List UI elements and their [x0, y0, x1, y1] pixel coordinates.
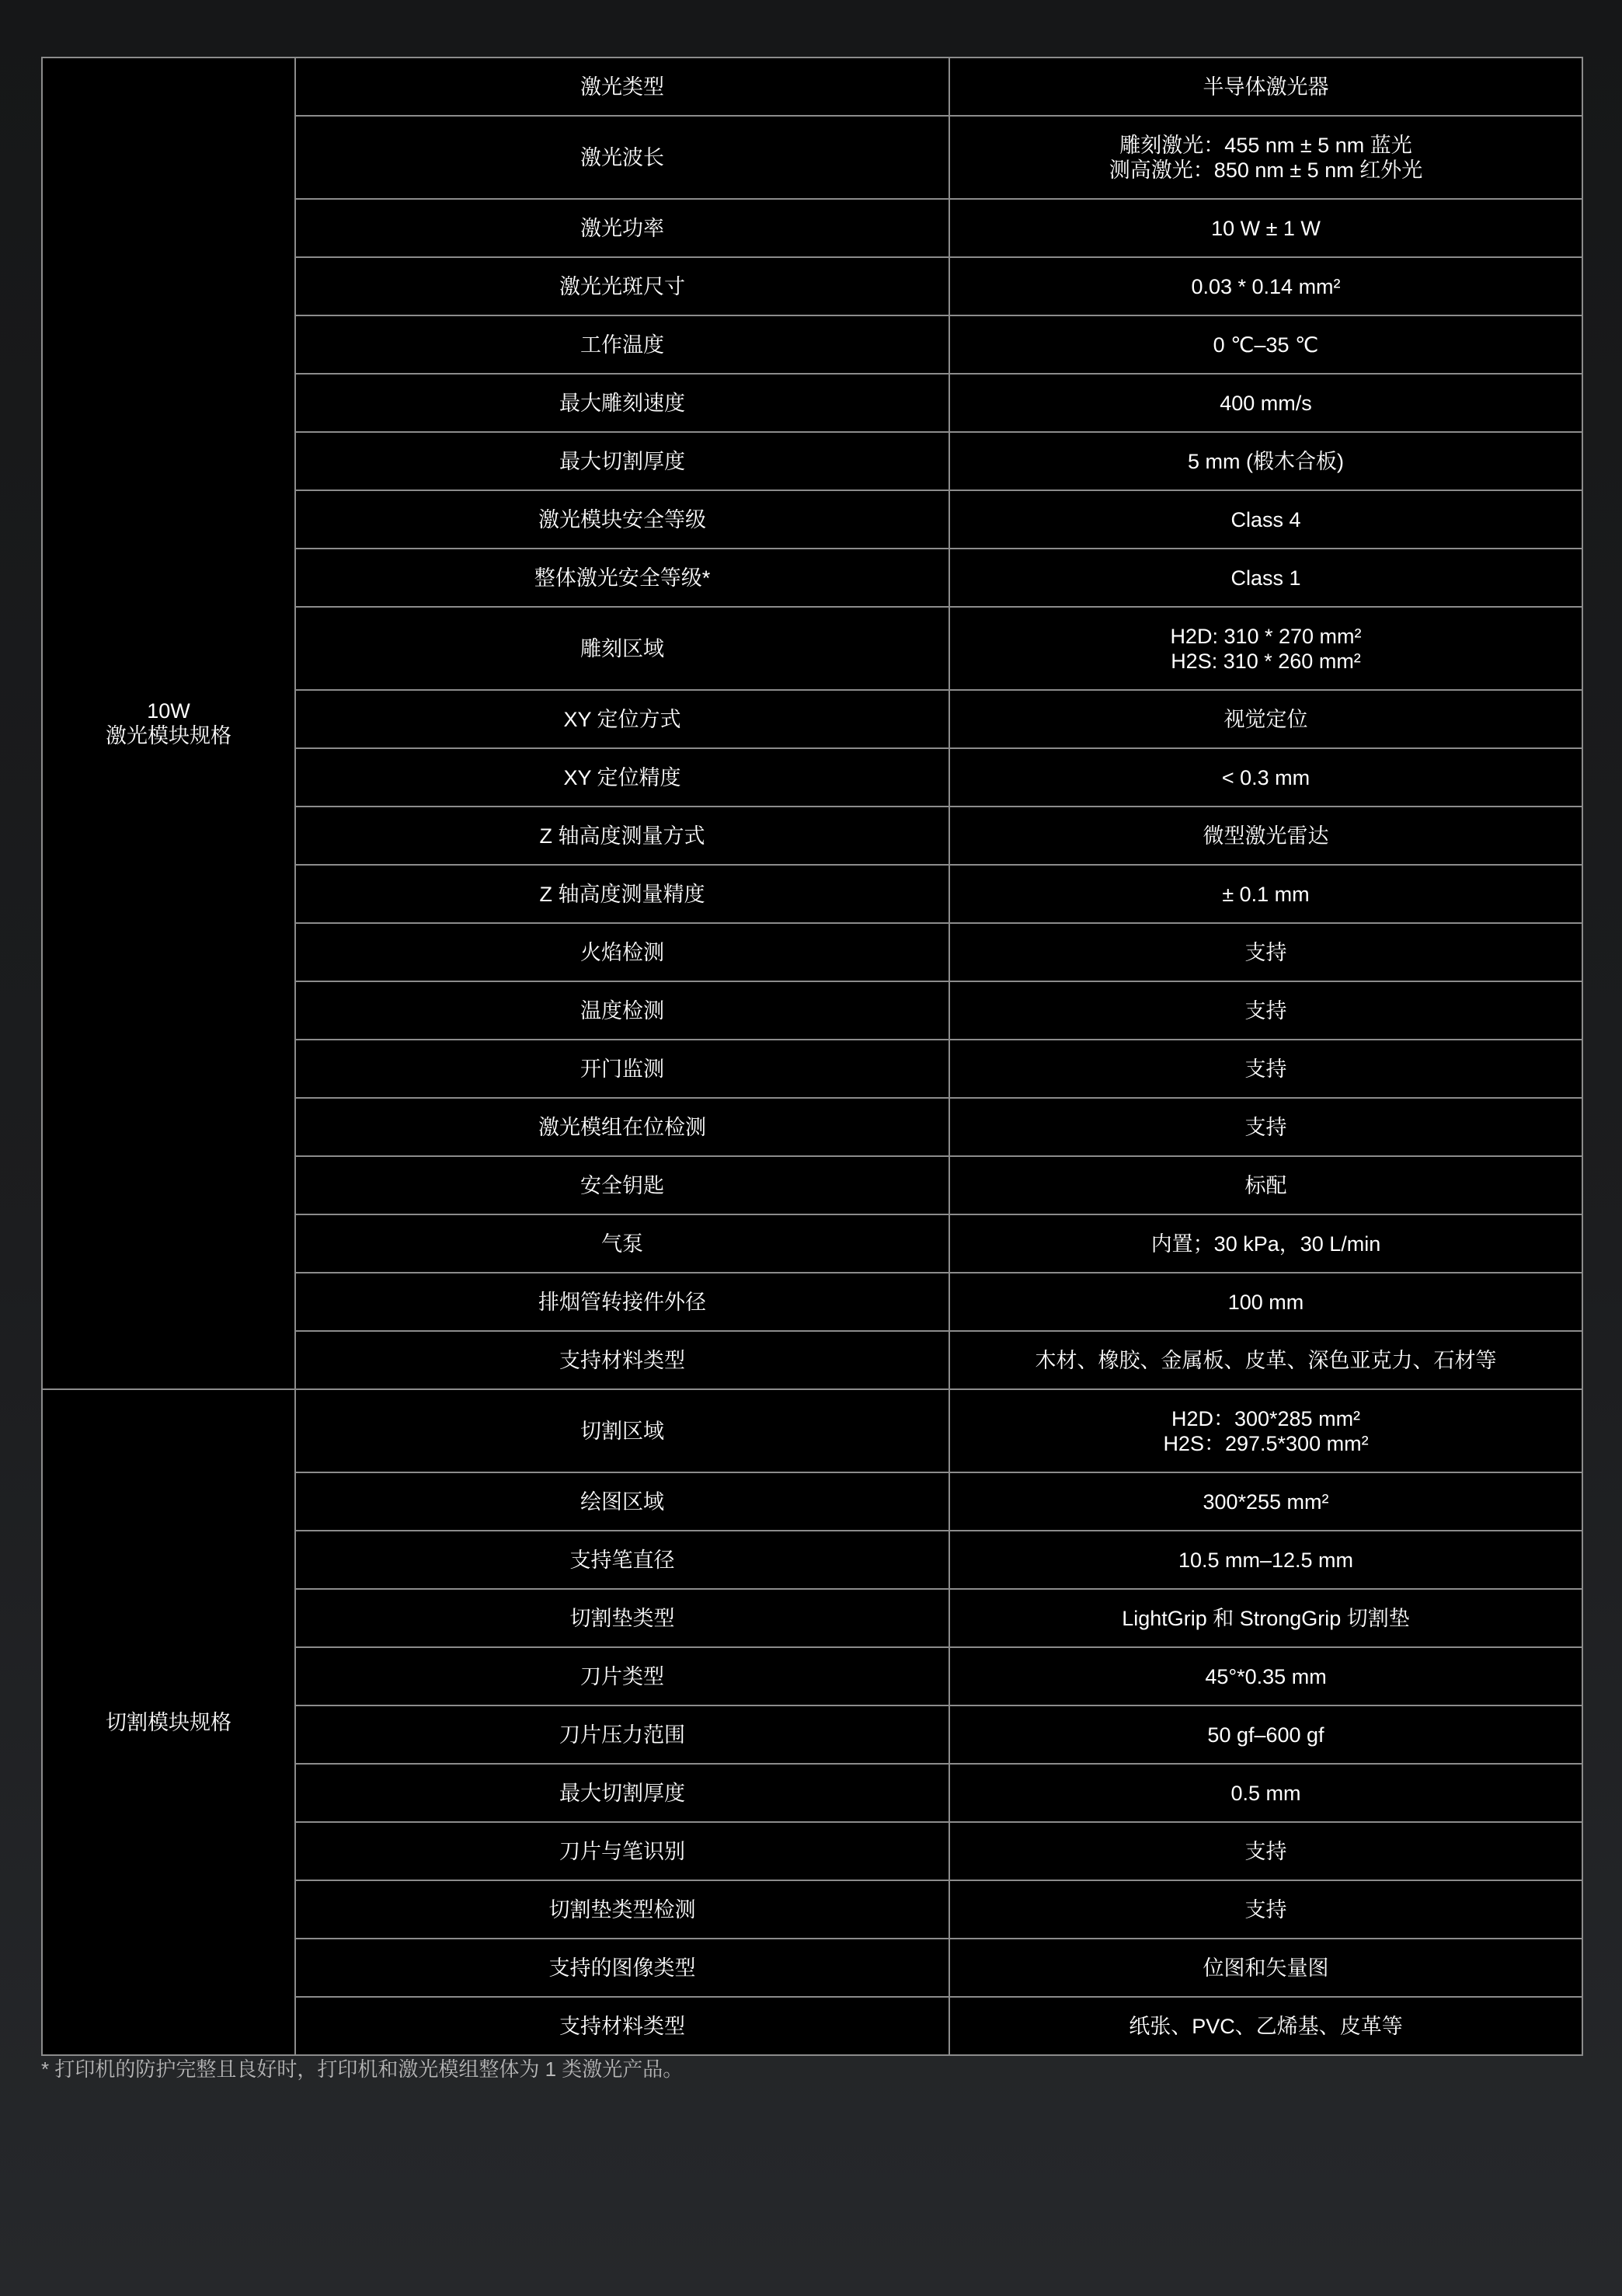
spec-value	[949, 257, 1582, 315]
spec-label: 工作温度	[295, 315, 949, 374]
spec-value	[949, 1040, 1582, 1098]
spec-label: 最大切割厚度	[295, 1764, 949, 1822]
spec-value	[949, 923, 1582, 981]
spec-label: 激光光斑尺寸	[295, 257, 949, 315]
spec-label: 气泵	[295, 1214, 949, 1273]
spec-value	[949, 1273, 1582, 1331]
spec-label: 排烟管转接件外径	[295, 1273, 949, 1331]
spec-label: 切割垫类型	[295, 1589, 949, 1647]
spec-value	[949, 1156, 1582, 1214]
spec-label: Z 轴高度测量方式	[295, 807, 949, 865]
spec-label: 支持材料类型	[295, 1997, 949, 2055]
spec-value-line: 10.5 mm–12.5 mm	[1178, 1548, 1354, 1572]
spec-value-line: H2S：297.5*300 mm²	[1163, 1431, 1369, 1455]
spec-value-line: H2S: 310 * 260 mm²	[1171, 649, 1361, 673]
section-title-line: 10W	[147, 699, 190, 723]
spec-value-line: 0.5 mm	[1230, 1781, 1301, 1805]
spec-value-line: 100 mm	[1227, 1290, 1304, 1314]
spec-value-line: Class 1	[1230, 566, 1301, 590]
spec-value-line: 视觉定位	[1223, 707, 1308, 731]
spec-label: 激光类型	[295, 57, 949, 116]
table-row	[42, 1389, 1582, 1472]
spec-value	[949, 374, 1582, 432]
spec-value-line: 45°*0.35 mm	[1205, 1664, 1327, 1688]
spec-value-line: 支持	[1244, 1115, 1287, 1139]
spec-value	[949, 1531, 1582, 1589]
spec-label: 激光功率	[295, 199, 949, 257]
spec-value	[949, 490, 1582, 549]
spec-value-line: H2D: 310 * 270 mm²	[1170, 624, 1362, 648]
spec-value-line: 300*255 mm²	[1203, 1489, 1329, 1514]
spec-value	[949, 981, 1582, 1040]
spec-value	[949, 607, 1582, 690]
spec-label: 最大切割厚度	[295, 432, 949, 490]
spec-value	[949, 199, 1582, 257]
spec-value-line: 位图和矢量图	[1203, 1956, 1329, 1980]
spec-label: 支持笔直径	[295, 1531, 949, 1589]
spec-value-line: 支持	[1244, 940, 1287, 964]
spec-value	[949, 57, 1582, 116]
spec-value	[949, 1214, 1582, 1273]
spec-value-line: 雕刻激光：455 nm ± 5 nm 蓝光	[1119, 133, 1412, 157]
section-title-line: 激光模块规格	[106, 724, 231, 747]
spec-label: 激光模组在位检测	[295, 1098, 949, 1156]
spec-label: 刀片类型	[295, 1647, 949, 1705]
spec-value-line: 10 W ± 1 W	[1211, 216, 1321, 240]
spec-value-line: 半导体激光器	[1203, 75, 1329, 99]
spec-value	[949, 1764, 1582, 1822]
spec-value	[949, 807, 1582, 865]
spec-label: XY 定位精度	[295, 748, 949, 807]
spec-value-line: 测高激光：850 nm ± 5 nm 红外光	[1109, 158, 1423, 182]
spec-label: 刀片与笔识别	[295, 1822, 949, 1880]
spec-label: 刀片压力范围	[295, 1705, 949, 1764]
spec-value	[949, 315, 1582, 374]
spec-label: 最大雕刻速度	[295, 374, 949, 432]
spec-value	[949, 1822, 1582, 1880]
spec-value-line: 支持	[1244, 1839, 1287, 1863]
spec-label: XY 定位方式	[295, 690, 949, 748]
section-title	[42, 1389, 295, 2055]
section-title	[42, 57, 295, 1389]
spec-value	[949, 1705, 1582, 1764]
spec-value-line: 400 mm/s	[1220, 391, 1312, 415]
spec-value	[949, 748, 1582, 807]
table-row	[42, 57, 1582, 116]
spec-value-line: Class 4	[1230, 507, 1301, 531]
spec-value	[949, 549, 1582, 607]
spec-value-line: 0.03 * 0.14 mm²	[1191, 274, 1341, 298]
spec-value-line: 木材、橡胶、金属板、皮革、深色亚克力、石材等	[1035, 1348, 1497, 1372]
spec-label: 温度检测	[295, 981, 949, 1040]
spec-value-line: 5 mm (椴木合板)	[1188, 449, 1344, 473]
spec-value	[949, 1589, 1582, 1647]
spec-value	[949, 1939, 1582, 1997]
spec-label: Z 轴高度测量精度	[295, 865, 949, 923]
spec-value	[949, 1647, 1582, 1705]
footnote: * 打印机的防护完整且良好时，打印机和激光模组整体为 1 类激光产品。	[41, 2057, 684, 2081]
spec-value-line: 支持	[1244, 998, 1287, 1023]
spec-label: 切割垫类型检测	[295, 1880, 949, 1939]
spec-value	[949, 1331, 1582, 1389]
spec-value-line: LightGrip 和 StrongGrip 切割垫	[1122, 1606, 1410, 1630]
spec-value-line: H2D：300*285 mm²	[1171, 1406, 1361, 1430]
spec-label: 整体激光安全等级*	[295, 549, 949, 607]
spec-label: 火焰检测	[295, 923, 949, 981]
spec-label: 雕刻区域	[295, 607, 949, 690]
spec-value-line: 支持	[1244, 1057, 1287, 1081]
spec-label: 切割区域	[295, 1389, 949, 1472]
spec-value	[949, 690, 1582, 748]
section-title-line: 切割模块规格	[106, 1710, 231, 1734]
spec-value	[949, 1389, 1582, 1472]
spec-label: 激光模块安全等级	[295, 490, 949, 549]
spec-value	[949, 1098, 1582, 1156]
spec-label: 激光波长	[295, 116, 949, 199]
spec-value	[949, 116, 1582, 199]
spec-value	[949, 1997, 1582, 2055]
spec-label: 安全钥匙	[295, 1156, 949, 1214]
spec-value-line: 标配	[1244, 1173, 1287, 1197]
spec-value-line: < 0.3 mm	[1221, 765, 1310, 789]
spec-label: 开门监测	[295, 1040, 949, 1098]
spec-table	[41, 57, 1583, 2056]
spec-value-line: 微型激光雷达	[1203, 824, 1329, 848]
spec-value	[949, 865, 1582, 923]
spec-value-line: 0 ℃–35 ℃	[1213, 333, 1319, 357]
spec-value-line: ± 0.1 mm	[1222, 882, 1310, 906]
spec-value-line: 纸张、PVC、乙烯基、皮革等	[1129, 2014, 1403, 2038]
spec-value	[949, 432, 1582, 490]
spec-label: 支持材料类型	[295, 1331, 949, 1389]
spec-label: 支持的图像类型	[295, 1939, 949, 1997]
spec-value	[949, 1880, 1582, 1939]
spec-value-line: 50 gf–600 gf	[1207, 1723, 1324, 1747]
spec-value-line: 支持	[1244, 1897, 1287, 1921]
spec-value	[949, 1472, 1582, 1531]
spec-value-line: 内置；30 kPa，30 L/min	[1150, 1232, 1381, 1256]
spec-table-body	[42, 57, 1582, 2055]
spec-label: 绘图区域	[295, 1472, 949, 1531]
